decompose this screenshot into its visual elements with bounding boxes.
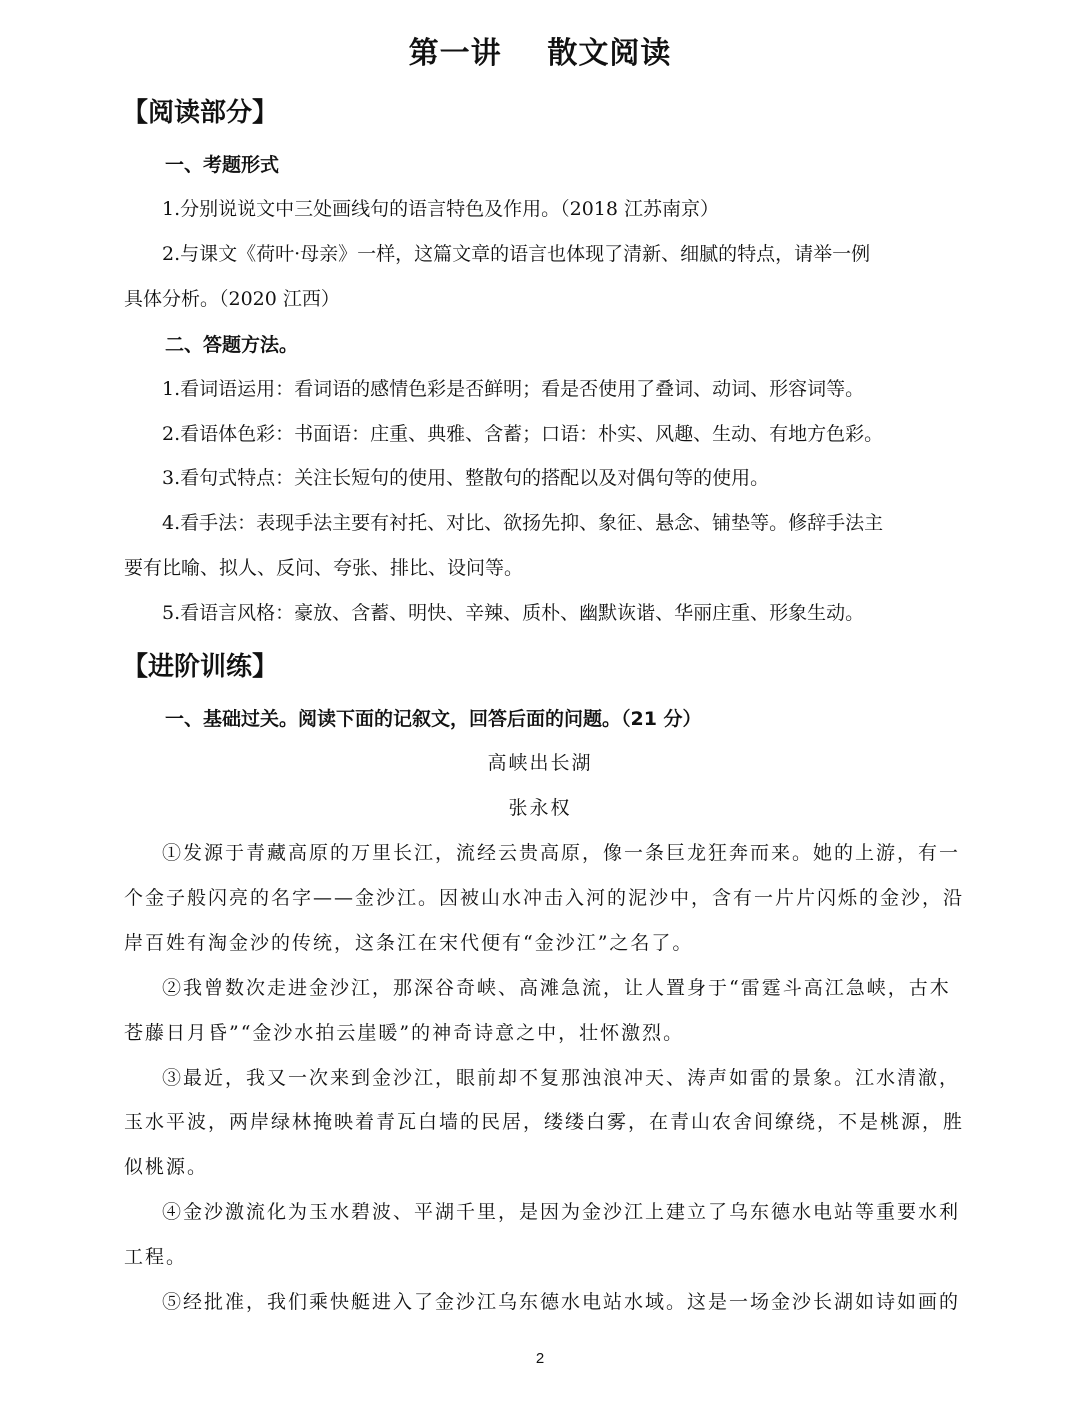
- article-title: 高峡出长湖: [487, 752, 593, 774]
- method-2: 2.看语体色彩：书面语：庄重、典雅、含蓄；口语：朴实、风趣、生动、有地方色彩。: [162, 423, 884, 445]
- training-section-heading: 【进阶训练】: [122, 652, 279, 682]
- page-title: 第一讲 散文阅读: [408, 36, 672, 71]
- question-2-line-1: 2.与课文《荷叶·母亲》一样，这篇文章的语言也体现了清新、细腻的特点，请举一例: [162, 243, 871, 265]
- question-1: 1.分别说说文中三处画线句的语言特色及作用。（2018 江苏南京）: [162, 198, 720, 220]
- paragraph-4-line-2: 工程。: [124, 1246, 188, 1268]
- paragraph-5-line-1: ⑤经批准，我们乘快艇进入了金沙江乌东德水电站水域。这是一场金沙长湖如诗如画的: [162, 1291, 961, 1313]
- answer-method-heading: 二、答题方法。: [165, 334, 299, 356]
- paragraph-2-line-2: 苍藤日月昏”“金沙水拍云崖暖”的神奇诗意之中，壮怀激烈。: [124, 1022, 685, 1044]
- method-1: 1.看词语运用：看词语的感情色彩是否鲜明；看是否使用了叠词、动词、形容词等。: [162, 378, 865, 400]
- page-number: 2: [535, 1350, 545, 1367]
- paragraph-3-line-3: 似桃源。: [124, 1156, 209, 1178]
- paragraph-1-line-3: 岸百姓有淘金沙的传统，这条江在宋代便有“金沙江”之名了。: [124, 932, 694, 954]
- paragraph-3-line-2: 玉水平波，两岸绿林掩映着青瓦白墙的民居，缕缕白雾，在青山农舍间缭绕，不是桃源，胜: [124, 1111, 965, 1133]
- article-author: 张永权: [508, 797, 572, 819]
- question-2-line-2: 具体分析。（2020 江西）: [124, 288, 340, 310]
- paragraph-3-line-1: ③最近，我又一次来到金沙江，眼前却不复那浊浪冲天、涛声如雷的景象。江水清澈，: [162, 1067, 961, 1089]
- reading-section-heading: 【阅读部分】: [122, 98, 279, 128]
- basic-training-heading: 一、基础过关。阅读下面的记叙文，回答后面的问题。（21 分）: [165, 708, 702, 730]
- paragraph-1-line-1: ①发源于青藏高原的万里长江，流经云贵高原，像一条巨龙狂奔而来。她的上游，有一: [162, 842, 961, 864]
- paragraph-2-line-1: ②我曾数次走进金沙江，那深谷奇峡、高滩急流，让人置身于“雷霆斗高江急峡，古木: [162, 977, 951, 999]
- question-form-heading: 一、考题形式: [165, 154, 280, 176]
- method-5: 5.看语言风格：豪放、含蓄、明快、辛辣、质朴、幽默诙谐、华丽庄重、形象生动。: [162, 602, 865, 624]
- method-4-line-1: 4.看手法：表现手法主要有衬托、对比、欲扬先抑、象征、悬念、铺垫等。修辞手法主: [162, 512, 884, 534]
- paragraph-4-line-1: ④金沙激流化为玉水碧波、平湖千里，是因为金沙江上建立了乌东德水电站等重要水利: [162, 1201, 961, 1223]
- method-3: 3.看句式特点：关注长短句的使用、整散句的搭配以及对偶句等的使用。: [162, 467, 770, 489]
- method-4-line-2: 要有比喻、拟人、反问、夸张、排比、设问等。: [124, 557, 524, 579]
- paragraph-1-line-2: 个金子般闪亮的名字——金沙江。因被山水冲击入河的泥沙中，含有一片片闪烁的金沙，沿: [124, 887, 965, 909]
